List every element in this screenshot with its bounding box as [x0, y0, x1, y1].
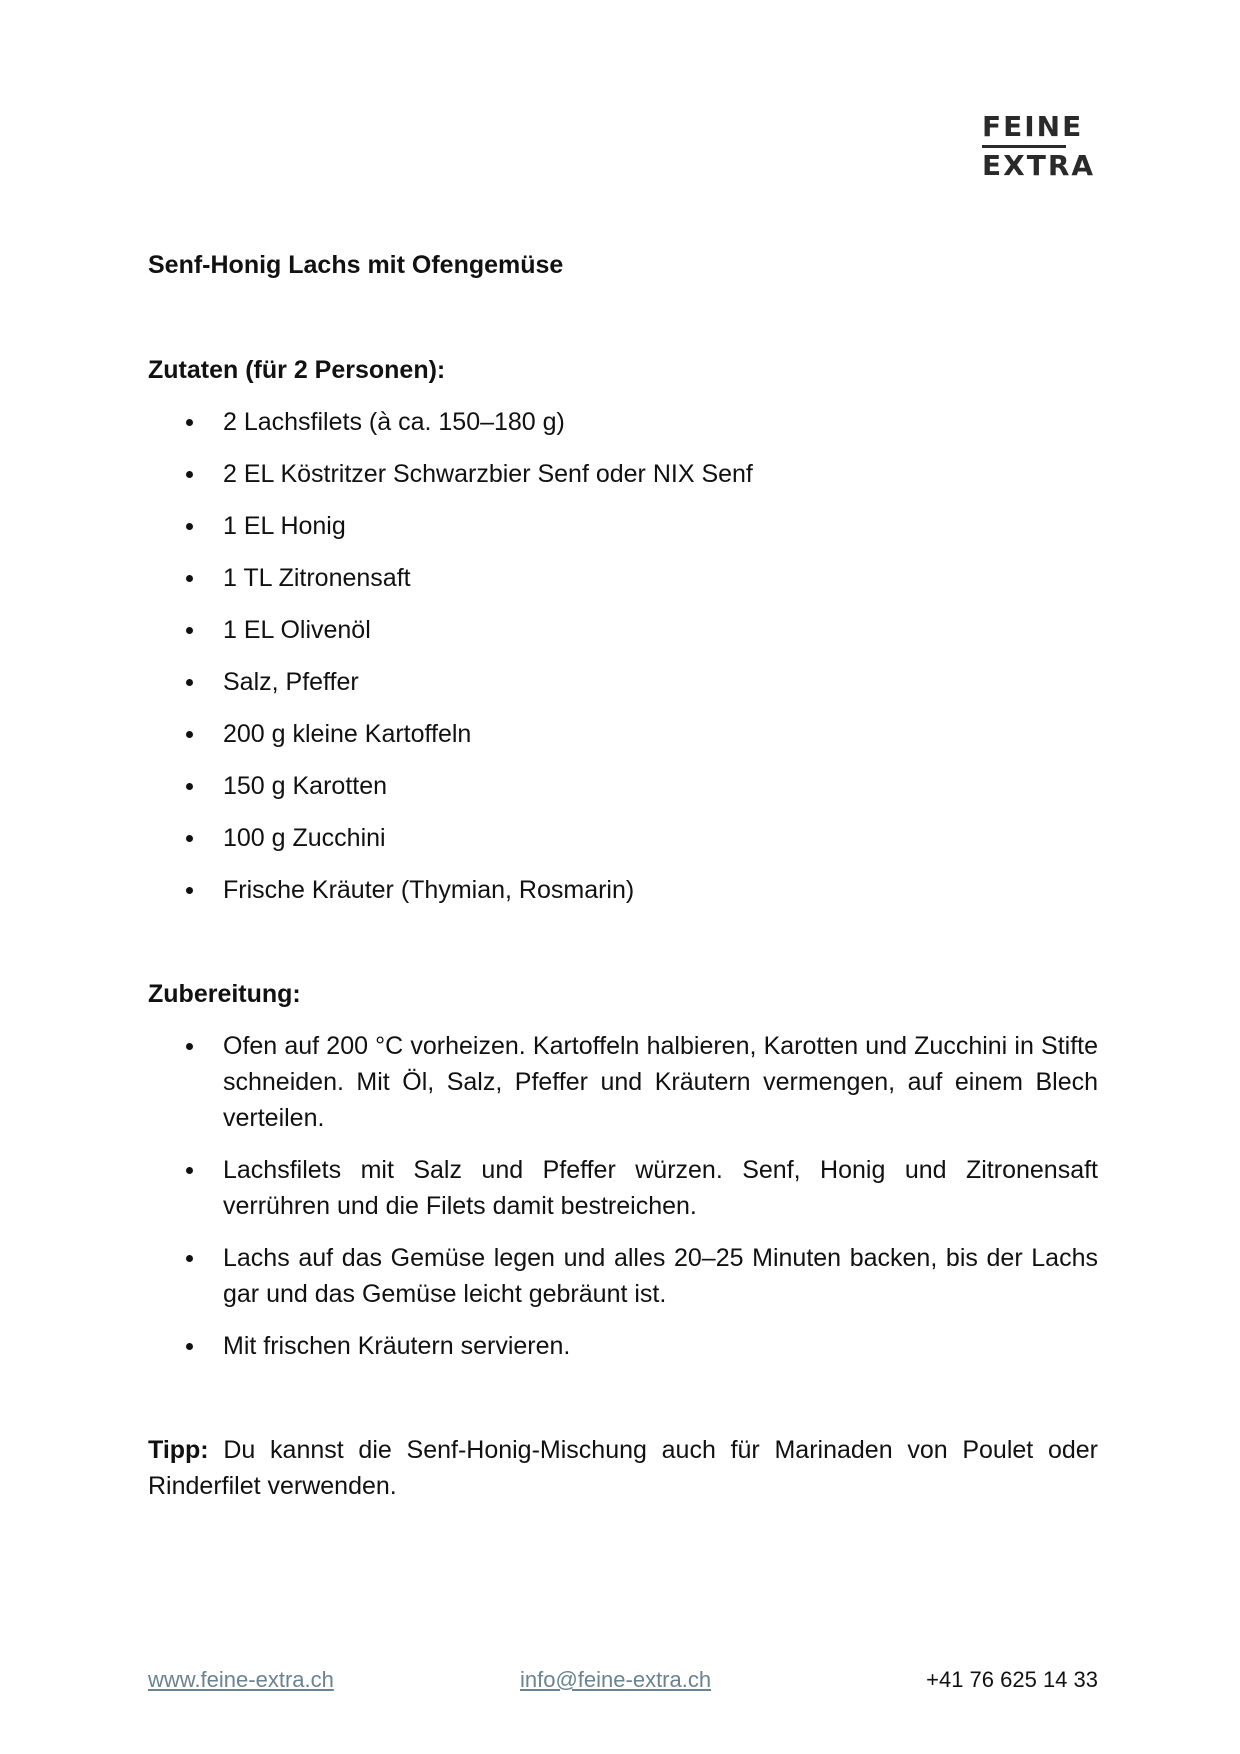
logo-divider [982, 145, 1066, 148]
ingredients-list [148, 406, 1098, 926]
ingredient-item [148, 770, 1098, 822]
ingredient-item [148, 718, 1098, 770]
logo-line-2: EXTRA [982, 149, 1096, 182]
step-text: Lachsfilets mit Salz und Pfeffer würzen. Senf, Honig und Zitronensaft verrühren und die Filets damit bestreichen. [223, 1156, 1098, 1220]
logo-line-1: FEINE [982, 110, 1084, 143]
ingredient-text: 1 EL Olivenöl [223, 616, 371, 644]
recipe-title: Senf-Honig Lachs mit Ofengemüse [148, 251, 564, 279]
tip-label: Tipp: [148, 1436, 209, 1464]
ingredient-text: 1 EL Honig [223, 512, 346, 540]
bullet-icon [186, 835, 193, 842]
phone-number: +41 76 625 14 33 [926, 1667, 1098, 1692]
footer [148, 1666, 1098, 1696]
ingredient-text: 2 EL Köstritzer Schwarzbier Senf oder NIX Senf [223, 460, 753, 488]
website-link[interactable]: www.feine-extra.ch [148, 1667, 334, 1692]
email-link[interactable]: info@feine-extra.ch [520, 1667, 712, 1692]
step-text: Mit frischen Kräutern servieren. [223, 1332, 571, 1360]
step-item [148, 1028, 1098, 1136]
ingredient-text: Salz, Pfeffer [223, 668, 359, 696]
ingredient-item [148, 562, 1098, 614]
bullet-icon [186, 1043, 193, 1050]
ingredient-text: 100 g Zucchini [223, 824, 386, 852]
ingredients-heading: Zutaten (für 2 Personen): [148, 356, 446, 384]
ingredient-item [148, 458, 1098, 510]
preparation-heading: Zubereitung: [148, 980, 301, 1008]
ingredient-item [148, 874, 1098, 926]
bullet-icon [186, 419, 193, 426]
bullet-icon [186, 1343, 193, 1350]
ingredient-text: 2 Lachsfilets (à ca. 150–180 g) [223, 408, 565, 436]
step-item [148, 1240, 1098, 1312]
ingredient-text: 200 g kleine Kartoffeln [223, 720, 472, 748]
step-item [148, 1328, 1098, 1364]
bullet-icon [186, 731, 193, 738]
ingredient-item [148, 406, 1098, 458]
step-text: Lachs auf das Gemüse legen und alles 20–25 Minuten backen, bis der Lachs gar und das Gemüse leicht gebräunt ist. [223, 1244, 1098, 1308]
preparation-steps [148, 1028, 1098, 1380]
step-item [148, 1152, 1098, 1224]
ingredient-item [148, 510, 1098, 562]
ingredient-item [148, 822, 1098, 874]
ingredient-item [148, 614, 1098, 666]
bullet-icon [186, 471, 193, 478]
ingredient-text: 1 TL Zitronensaft [223, 564, 411, 592]
bullet-icon [186, 887, 193, 894]
bullet-icon [186, 1255, 193, 1262]
bullet-icon [186, 575, 193, 582]
step-text: Ofen auf 200 °C vorheizen. Kartoffeln halbieren, Karotten und Zucchini in Stifte schneiden. Mit Öl, Salz, Pfeffer und Kräutern vermengen, auf einem Blech verteilen. [223, 1032, 1098, 1132]
tip-text: Du kannst die Senf-Honig-Mischung auch für Marinaden von Poulet oder Rinderfilet verwenden. [148, 1436, 1098, 1500]
bullet-icon [186, 627, 193, 634]
tip-paragraph [148, 1432, 1098, 1504]
ingredient-text: Frische Kräuter (Thymian, Rosmarin) [223, 876, 635, 904]
bullet-icon [186, 783, 193, 790]
bullet-icon [186, 679, 193, 686]
ingredient-text: 150 g Karotten [223, 772, 388, 800]
brand-logo [982, 110, 1096, 182]
bullet-icon [186, 1167, 193, 1174]
ingredient-item [148, 666, 1098, 718]
bullet-icon [186, 523, 193, 530]
